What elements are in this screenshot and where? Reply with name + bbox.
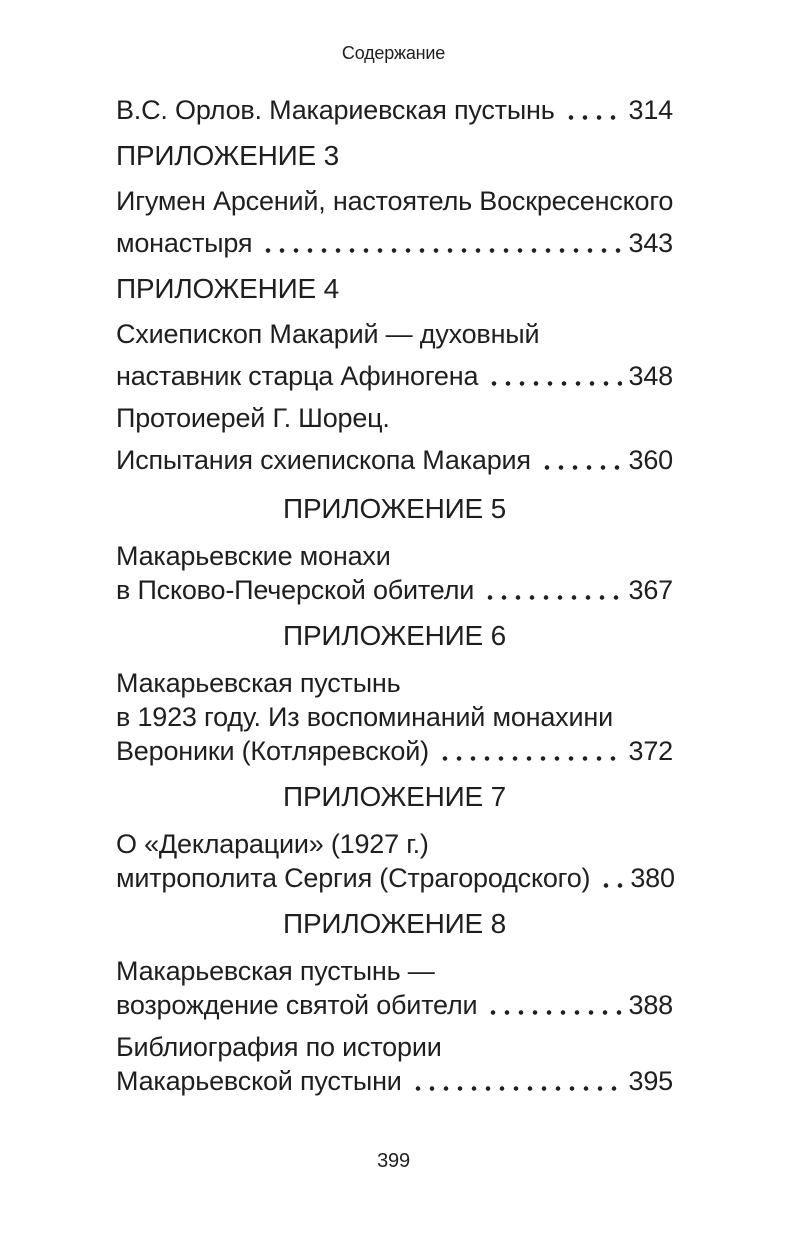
toc-entry-line: Макарьевские монахи <box>116 541 391 571</box>
toc-section-heading: ПРИЛОЖЕНИЕ 6 <box>283 620 506 651</box>
page-ref: 314 <box>628 95 673 125</box>
dot-leader <box>411 1064 622 1098</box>
toc-entry-text: В.С. Орлов. Макариевская пустынь <box>116 95 555 125</box>
toc-entry-text: Вероники (Котляревской) <box>116 736 429 766</box>
toc-entry-text: Испытания схиепископа Макария <box>116 445 531 475</box>
page-ref: 360 <box>628 445 673 475</box>
toc-entry-line: Игумен Арсений, настоятель Воскресенского <box>116 186 674 216</box>
toc-entry-line: Схиепископ Макарий — духовный <box>116 319 540 349</box>
toc-entry-text: Макарьевской пустыни <box>116 1066 402 1096</box>
toc-entry <box>116 89 673 131</box>
page-ref: 372 <box>628 736 673 766</box>
toc-entry-line: Протоиерей Г. Шорец. <box>116 403 390 433</box>
dot-leader <box>261 222 621 264</box>
toc-entry-text: монастыря <box>116 228 253 258</box>
toc-section-heading: ПРИЛОЖЕНИЕ 7 <box>283 781 506 812</box>
dot-leader <box>438 734 622 768</box>
toc-entry-text: возрождение святой обители <box>116 990 478 1020</box>
toc-entry-line: Макарьевская пустынь — <box>116 956 435 986</box>
toc-entry <box>116 954 673 1022</box>
toc-entry <box>116 539 673 607</box>
toc-entry-line <box>116 734 673 768</box>
dot-leader <box>486 988 621 1022</box>
toc-entry-line: О «Декларации» (1927 г.) <box>116 829 429 859</box>
page-ref: 395 <box>628 1066 673 1096</box>
toc-section-heading: ПРИЛОЖЕНИЕ 4 <box>116 273 339 304</box>
toc-entry <box>116 1030 673 1098</box>
toc-entry-line <box>116 861 673 895</box>
toc-entry-line <box>116 1064 673 1098</box>
dot-leader <box>564 89 622 131</box>
folio-page-number: 399 <box>377 1150 410 1172</box>
toc-entry-line <box>116 89 673 131</box>
page-ref: 367 <box>628 575 673 605</box>
page-ref: 348 <box>628 361 673 391</box>
toc-entry-line <box>116 573 673 607</box>
dot-leader <box>540 439 622 481</box>
toc-entry-line: в 1923 году. Из воспоминаний монахини <box>116 702 613 732</box>
toc-section-heading: ПРИЛОЖЕНИЕ 8 <box>283 908 506 939</box>
toc-entry-line <box>116 988 673 1022</box>
toc-entry-line <box>116 222 673 264</box>
dot-leader <box>487 355 621 397</box>
running-header: Содержание <box>341 43 446 63</box>
toc-entry-line <box>116 355 673 397</box>
dot-leader <box>483 573 621 607</box>
toc-entry <box>116 180 673 264</box>
toc-entry-line: Макарьевская пустынь <box>116 668 401 698</box>
toc-entry-line: Библиография по истории <box>116 1032 442 1062</box>
toc-section-heading: ПРИЛОЖЕНИЕ 3 <box>116 140 339 171</box>
page-ref: 388 <box>628 990 673 1020</box>
toc-entry <box>116 827 673 895</box>
table-of-contents <box>0 75 787 1098</box>
page-ref: 343 <box>628 228 673 258</box>
toc-entry <box>116 666 673 768</box>
dot-leader <box>599 861 623 895</box>
toc-entry-text: митрополита Сергия (Страгородского) <box>116 863 591 893</box>
toc-entry <box>116 397 673 481</box>
toc-entry <box>116 313 673 397</box>
toc-entry-text: наставник старца Афиногена <box>116 361 479 391</box>
toc-entry-line <box>116 439 673 481</box>
toc-section-heading: ПРИЛОЖЕНИЕ 5 <box>283 493 506 524</box>
page-ref: 380 <box>630 863 675 893</box>
toc-entry-text: в Псково-Печерской обители <box>116 575 475 605</box>
